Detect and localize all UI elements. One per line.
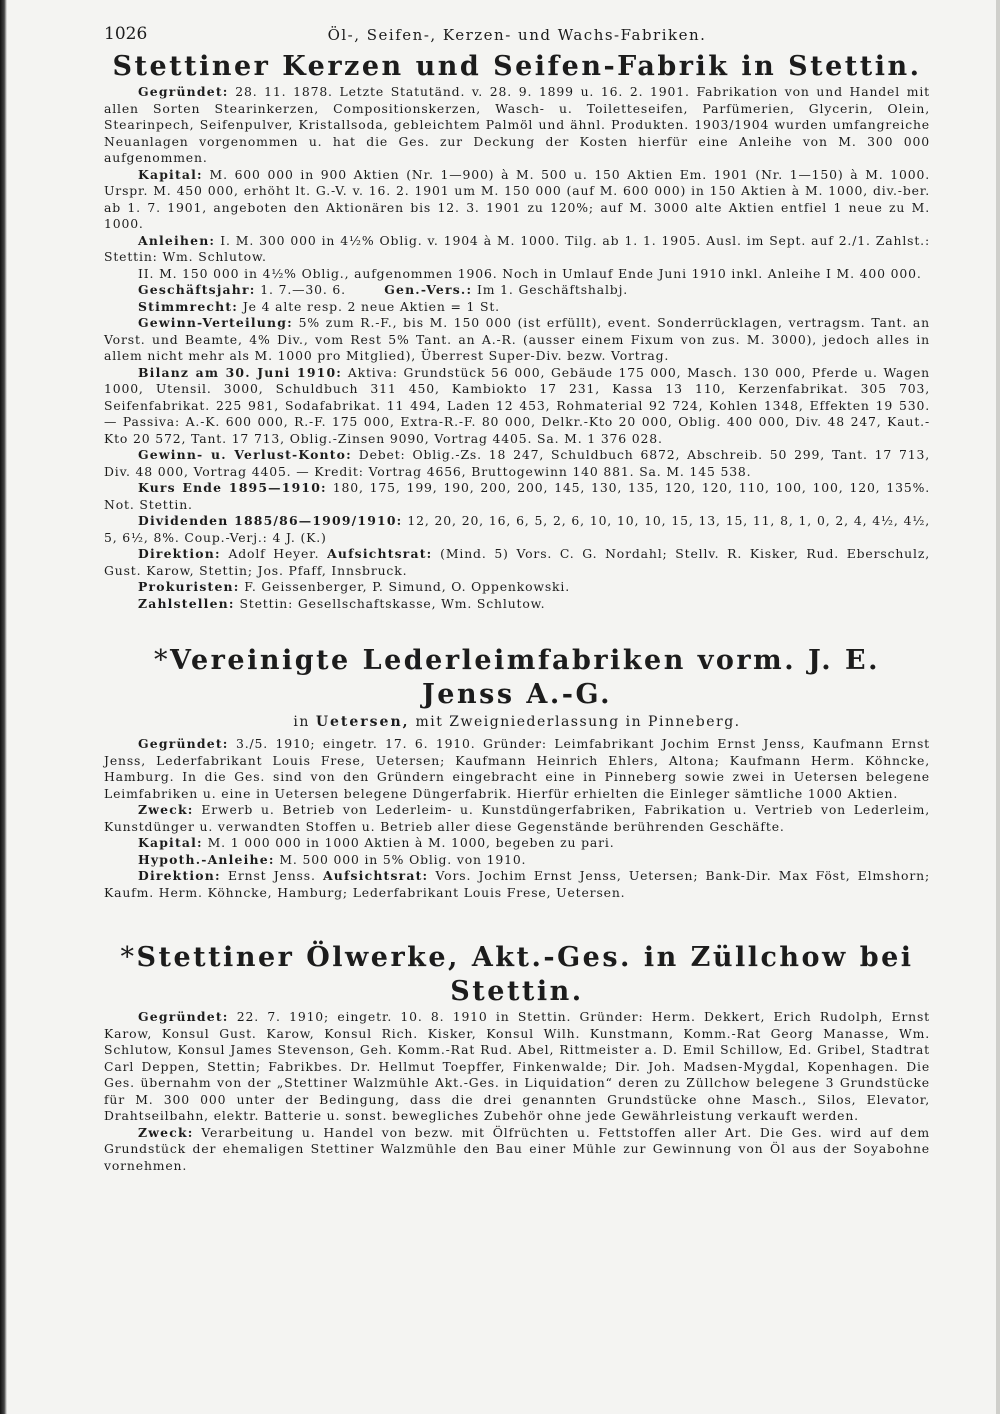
running-head-title: Öl-, Seifen-, Kerzen- und Wachs-Fabriken. (327, 26, 707, 44)
new-entry-asterisk: * (154, 645, 171, 676)
company-title (104, 941, 930, 1009)
entry-gewinn-verlust (104, 447, 930, 480)
entry-label: Dividenden 1885/86—1909/1910: (138, 513, 403, 528)
entry-gegruendet (104, 84, 930, 167)
subtitle-suffix: mit Zweigniederlassung in Pinneberg. (409, 714, 741, 730)
entry-text: Adolf Heyer. (220, 546, 328, 561)
company-title (104, 50, 930, 84)
entry-zahlstellen (104, 596, 930, 613)
company-title-text: Vereinigte Lederleimfabriken vorm. J. E. Jenss A.-G. (170, 645, 880, 710)
entry-label: Gewinn- u. Verlust-Konto: (138, 447, 352, 462)
entry-anleihe-ii (104, 266, 930, 283)
subtitle-place: Uetersen, (315, 714, 410, 730)
entry-text: F. Geissenberger, P. Simund, O. Oppenkowski. (239, 579, 571, 594)
entry-label-2: Aufsichtsrat: (327, 546, 433, 561)
entry-text-2: (Mind. 5) Vors. C. G. Nordahl; Stellv. R. Kisker, Rud. Eberschulz, Gust. Karow, Stettin; Jos. Pfaff, Innsbruck. (104, 546, 930, 578)
entry-label: Gegründet: (138, 736, 229, 751)
entry-label: Gegründet: (138, 84, 229, 99)
company-block-stettiner-kerzen (104, 50, 930, 612)
entry-text: 22. 7. 1910; eingetr. 10. 8. 1910 in Stettin. Gründer: Herm. Dekkert, Erich Rudolph, Ernst Karow, Konsul Gust. Karow, Konsul Rich. Kisker, Konsul Wilh. Kunstmann, Komm.-Rat Georg Manasse, Wm. Schlutow, Konsul James Stevenson, Geh. Komm.-Rat Rud. Abel, Rittmeister a. D. Emil Schillow, Ed. Gribel, Stadtrat Carl Deppen, Stettin; Fabrikbes. Dr. Hellmut Toepffer, Finkenwalde; Dir. Joh. Madsen-Mygdal, Kopenhagen. Die Ges. übernahm von der „Stettiner Walzmühle Akt.-Ges. in Liquidation“ deren zu Züllchow belegene 3 Grundstücke für M. 300 000 unter der Bedingung, dass die drei genannten Grundstücke ohne Masch., Silos, Elevator, Drahtseilbahn, elektr. Batterie u. sonst. bewegliches Zubehör ohne jede Gewährleistung verkauft werden. (104, 1009, 930, 1123)
entry-text: 28. 11. 1878. Letzte Statutänd. v. 28. 9. 1899 u. 16. 2. 1901. Fabrikation von und Handel mit allen Sorten Stearinkerzen, Compositionskerzen, Wasch- u. Toiletteseifen, Parfümerien, Glycerin, Olein, Stearinpech, Seifenpulver, Kristallsoda, gebleichtem Palmöl und ähnl. Produkten. 1903/1904 wurden umfangreiche Neuanlagen vorgenommen u. hat die Ges. zur Deckung der Kosten hierfür eine Anleihe von M. 300 000 aufgenommen. (104, 84, 930, 165)
entry-text-2: Vors. Jochim Ernst Jenss, Uetersen; Bank-Dir. Max Föst, Elmshorn; Kaufm. Herm. Köhncke, Hamburg; Lederfabrikant Louis Frese, Uetersen. (104, 868, 930, 900)
entry-gegruendet (104, 1009, 930, 1125)
entry-text-2: Im 1. Geschäftshalbj. (472, 282, 629, 297)
entry-text: Aktiva: Grundstück 56 000, Gebäude 175 000, Masch. 130 000, Pferde u. Wagen 1000, Utensil. 3000, Schuldbuch 311 450, Kambiokto 17 231, Kassa 13 110, Kerzenfabrikat. 305 703, Seifenfabrikat. 225 981, Sodafabrikat. 11 494, Laden 12 453, Rohmaterial 92 724, Kohlen 1348, Effekten 19 530. — Passiva: A.-K. 600 000, R.-F. 175 000, Extra-R.-F. 80 000, Delkr.-Kto 20 000, Oblig. 400 000, Div. 48 247, Kaut.-Kto 20 572, Tant. 17 713, Oblig.-Zinsen 9090, Vortrag 4405. Sa. M. 1 376 028. (104, 364, 931, 446)
entry-direktion (104, 546, 930, 579)
company-block-lederleimfabriken (104, 644, 930, 901)
entry-dividenden (104, 513, 930, 546)
entry-bilanz (104, 365, 930, 448)
entry-geschaeftsjahr (104, 282, 930, 299)
entry-text: Je 4 alte resp. 2 neue Aktien = 1 St. (238, 298, 500, 314)
entry-label: Kapital: (138, 835, 203, 850)
entry-label: Geschäftsjahr: (138, 282, 256, 297)
entry-text: M. 600 000 in 900 Aktien (Nr. 1—900) à M. 500 u. 150 Aktien Em. 1901 (Nr. 1—150) à M. 1000. Urspr. M. 450 000, erhöht lt. G.-V. v. 16. 2. 1901 um M. 150 000 (auf M. 600 000) in 150 Aktien à M. 1000, div.-ber. ab 1. 7. 1901, angeboten den Aktionären bis 12. 3. 1901 zu 120%; auf M. 3000 alte Aktien entfiel 1 neue zu M. 1000. (104, 166, 930, 231)
entry-label-2: Aufsichtsrat: (322, 868, 429, 883)
company-title-text: Stettiner Kerzen und Seifen-Fabrik in Stettin. (112, 51, 922, 82)
entry-hypoth-anleihe (104, 852, 930, 869)
entry-text: 180, 175, 199, 190, 200, 200, 145, 130, 135, 120, 120, 110, 100, 100, 120, 135%. Not. Stettin. (104, 480, 930, 512)
entry-label: Prokuristen: (138, 579, 240, 594)
entry-text: 1. 7.—30. 6. (255, 282, 385, 297)
entry-text: I. M. 300 000 in 4½% Oblig. v. 1904 à M. 1000. Tilg. ab 1. 1. 1905. Ausl. im Sept. auf 2./1. Zahlst.: Stettin: Wm. Schlutow. (104, 232, 930, 264)
entry-text: M. 1 000 000 in 1000 Aktien à M. 1000, begeben zu pari. (202, 835, 615, 850)
entry-label: Bilanz am 30. Juni 1910: (138, 364, 343, 380)
entry-anleihen (104, 233, 930, 266)
entry-label: Zweck: (138, 802, 194, 817)
entry-text: Erwerb u. Betrieb von Lederleim- u. Kunstdüngerfabriken, Fabrikation u. Vertrieb von Lederleim, Kunstdünger u. verwandten Stoffen u. Betrieb aller diese Gegenstände berührenden Geschäfte. (104, 802, 930, 834)
running-head (104, 20, 930, 50)
entry-stimmrecht (104, 299, 930, 316)
entry-label: Direktion: (138, 868, 221, 883)
entry-kapital (104, 167, 930, 233)
entry-text: Stettin: Gesellschaftskasse, Wm. Schlutow. (234, 595, 546, 611)
entry-text: 5% zum R.-F., bis M. 150 000 (ist erfüllt), event. Sonderrücklagen, vertragsm. Tant. an Vorst. und Beamte, 4% Div., vom Rest 5% Tant. an A.-R. (ausser einem Fixum von zus. M. 3000), jedoch alles in allem nicht mehr als M. 1000 pro Mitglied), Überrest Super-Div. bezw. Vortrag. (104, 315, 930, 363)
scan-edge-right (996, 0, 1000, 1414)
entry-text: II. M. 150 000 in 4½% Oblig., aufgenommen 1906. Noch in Umlauf Ende Juni 1910 inkl. Anleihe I M. 400 000. (138, 265, 922, 281)
scan-edge-left (0, 0, 7, 1414)
entry-label: Hypoth.-Anleihe: (138, 851, 275, 867)
entry-label: Kurs Ende 1895—1910: (138, 480, 327, 495)
entry-label-2: Gen.-Vers.: (384, 282, 473, 297)
entry-label: Zweck: (138, 1124, 194, 1140)
entry-text: 3./5. 1910; eingetr. 17. 6. 1910. Gründer: Leimfabrikant Jochim Ernst Jenss, Kaufmann Ernst Jenss, Lederfabrikant Louis Frese, Uetersen; Kaufmann Heinrich Ehlers, Altona; Kaufmann Herm. Köhncke, Hamburg. In die Ges. sind von den Gründern eingebracht eine in Pinneberg sowie zwei in Uetersen belegene Leimfabriken u. eine in Uetersen belegene Düngerfabrik. Hierfür erhielten die Einleger sämtliche 1000 Aktien. (104, 736, 930, 801)
entry-label: Stimmrecht: (138, 298, 239, 314)
company-subtitle (104, 714, 930, 730)
entry-text: M. 500 000 in 5% Oblig. von 1910. (274, 851, 527, 867)
entry-label: Direktion: (138, 546, 221, 561)
entry-zweck (104, 802, 930, 835)
entry-kapital (104, 835, 930, 852)
entry-gegruendet (104, 736, 930, 802)
entry-label: Anleihen: (138, 232, 216, 248)
page-number: 1026 (104, 24, 148, 44)
subtitle-prefix: in (293, 714, 316, 730)
company-block-stettiner-oelwerke (104, 941, 930, 1174)
entry-direktion (104, 868, 930, 901)
entry-label: Gewinn-Verteilung: (138, 315, 293, 330)
company-title (104, 644, 930, 712)
entry-kurs (104, 480, 930, 513)
company-title-text: Stettiner Ölwerke, Akt.-Ges. in Züllchow bei Stettin. (136, 942, 914, 1007)
entry-text: 12, 20, 20, 16, 6, 5, 2, 6, 10, 10, 10, 15, 13, 15, 11, 8, 1, 0, 2, 4, 4½, 4½, 5, 6½, 8%. Coup.-Verj.: 4 J. (K.) (104, 513, 930, 545)
new-entry-asterisk: * (120, 942, 137, 973)
entry-text: Ernst Jenss. (220, 868, 323, 883)
entry-gewinn-verteilung (104, 315, 930, 365)
entry-label: Gegründet: (138, 1009, 229, 1024)
entry-text: Verarbeitung u. Handel von bezw. mit Ölfrüchten u. Fettstoffen aller Art. Die Ges. wird auf dem Grundstück der ehemaligen Stettiner Walzmühle den Bau einer Mühle zur Gewinnung von Öl aus der Soyabohne vornehmen. (104, 1124, 930, 1173)
entry-prokuristen (104, 579, 930, 596)
entry-zweck (104, 1125, 930, 1175)
entry-label: Kapital: (138, 166, 203, 182)
entry-label: Zahlstellen: (138, 595, 235, 611)
entry-text: Debet: Oblig.-Zs. 18 247, Schuldbuch 6872, Abschreib. 50 299, Tant. 17 713, Div. 48 000, Vortrag 4405. — Kredit: Vortrag 4656, Bruttogewinn 140 881. Sa. M. 145 538. (104, 447, 930, 479)
